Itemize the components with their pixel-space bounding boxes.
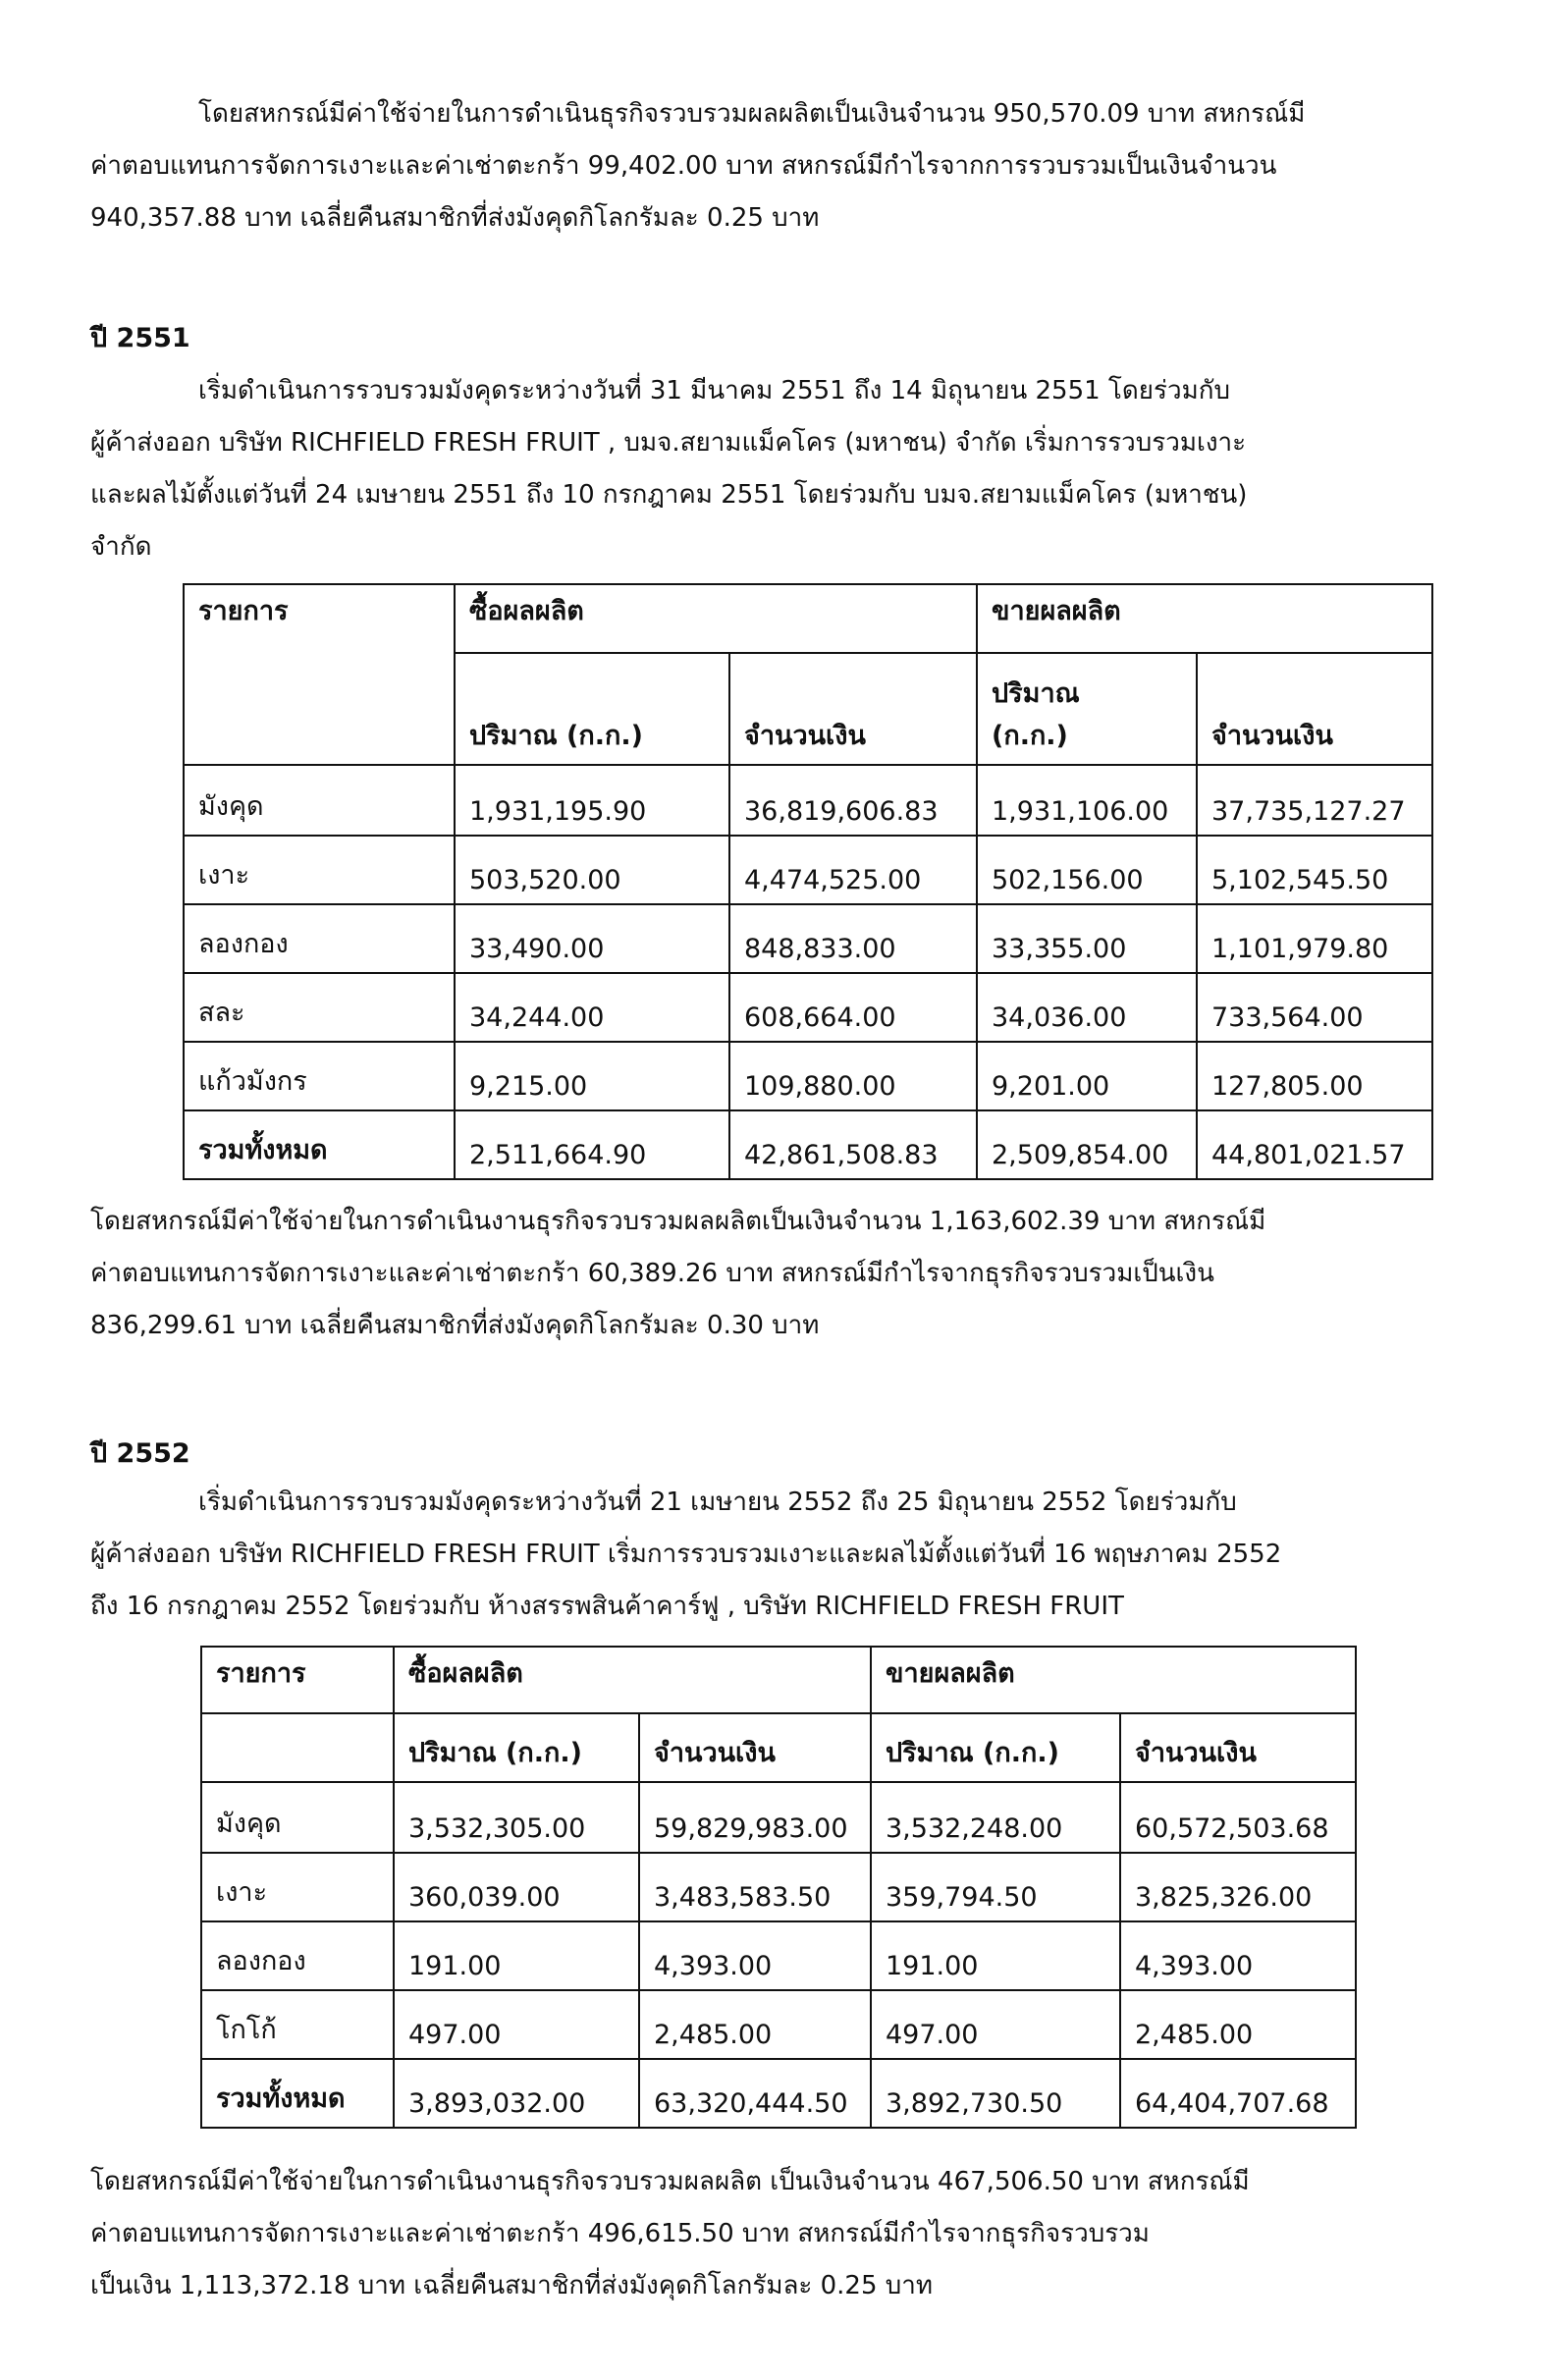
table-row <box>201 1853 1356 1921</box>
desc-2551-line-1: เริ่มดำเนินการรวบรวมมังคุดระหว่างวันที่ 31 มีนาคม 2551 ถึง 14 มิถุนายน 2551 โดยร่วมกับ <box>198 376 1230 406</box>
table-2551 <box>183 583 1433 1180</box>
intro-line-3: 940,357.88 บาท เฉลี่ยคืนสมาชิกที่ส่งมังคุดกิโลกรัมละ 0.25 บาท <box>90 203 820 233</box>
row-sell-qty: 1,931,106.00 <box>977 765 1197 836</box>
intro-line-1: โดยสหกรณ์มีค่าใช้จ่ายในการดำเนินธุรกิจรวบรวมผลผลิตเป็นเงินจำนวน 950,570.09 บาท สหกรณ์มี <box>198 99 1306 129</box>
table-2551-header-row <box>184 584 1432 653</box>
row-buy-amount: 3,483,583.50 <box>639 1853 871 1921</box>
table-2551-sub-buy-amount: จำนวนเงิน <box>729 653 977 765</box>
row-item: เงาะ <box>201 1853 394 1921</box>
row-item: ลองกอง <box>201 1921 394 1990</box>
row-sell-amount: 2,485.00 <box>1120 1990 1356 2059</box>
row-buy-qty: 503,520.00 <box>455 836 729 904</box>
table-2552-sub-empty <box>201 1713 394 1782</box>
total-sell-qty: 2,509,854.00 <box>977 1110 1197 1179</box>
intro-paragraph <box>90 88 1504 244</box>
desc-2551-line-2: ผู้ค้าส่งออก บริษัท RICHFIELD FRESH FRUIT , บมจ.สยามแม็คโคร (มหาชน) จำกัด เริ่มการรวบรวมเงาะ <box>90 428 1247 458</box>
desc-2552-line-3: ถึง 16 กรกฎาคม 2552 โดยร่วมกับ ห้างสรรพสินค้าคาร์ฟู , บริษัท RICHFIELD FRESH FRUIT <box>90 1592 1124 1621</box>
summary-2551-line-2: ค่าตอบแทนการจัดการเงาะและค่าเช่าตะกร้า 60,389.26 บาท สหกรณ์มีกำไรจากธุรกิจรวบรวมเป็นเงิน <box>90 1259 1214 1288</box>
table-2552-header-item: รายการ <box>201 1647 394 1713</box>
table-row <box>184 765 1432 836</box>
row-sell-qty: 9,201.00 <box>977 1042 1197 1110</box>
sub-sell-qty-line1: ปริมาณ <box>992 678 1080 709</box>
sub-sell-qty-line2: (ก.ก.) <box>992 721 1068 751</box>
row-sell-qty: 191.00 <box>871 1921 1120 1990</box>
total-item: รวมทั้งหมด <box>184 1110 455 1179</box>
table-row <box>201 1921 1356 1990</box>
table-total-row <box>184 1110 1432 1179</box>
total-buy-qty: 3,893,032.00 <box>394 2059 639 2128</box>
table-row <box>201 1782 1356 1853</box>
table-2551-sub-buy-qty: ปริมาณ (ก.ก.) <box>455 653 729 765</box>
table-2551-sub-sell-amount: จำนวนเงิน <box>1197 653 1432 765</box>
row-sell-amount: 733,564.00 <box>1197 973 1432 1042</box>
row-item: เงาะ <box>184 836 455 904</box>
year-2552-description <box>90 1477 1504 1633</box>
table-2552-subheader-row <box>201 1713 1356 1782</box>
table-2552-sub-sell-qty: ปริมาณ (ก.ก.) <box>871 1713 1120 1782</box>
desc-2551-line-3: และผลไม้ตั้งแต่วันที่ 24 เมษายน 2551 ถึง 10 กรกฎาคม 2551 โดยร่วมกับ บมจ.สยามแม็คโคร (มหาชน) <box>90 480 1248 510</box>
row-buy-qty: 1,931,195.90 <box>455 765 729 836</box>
desc-2551-line-4: จำกัด <box>90 532 152 562</box>
summary-2552-line-2: ค่าตอบแทนการจัดการเงาะและค่าเช่าตะกร้า 496,615.50 บาท สหกรณ์มีกำไรจากธุรกิจรวบรวม <box>90 2219 1150 2248</box>
row-item: โกโก้ <box>201 1990 394 2059</box>
summary-2552-line-1: โดยสหกรณ์มีค่าใช้จ่ายในการดำเนินงานธุรกิจรวบรวมผลผลิต เป็นเงินจำนวน 467,506.50 บาท สหกรณ์มี <box>90 2167 1250 2196</box>
row-buy-qty: 497.00 <box>394 1990 639 2059</box>
row-item: มังคุด <box>184 765 455 836</box>
table-row <box>201 1990 1356 2059</box>
row-buy-amount: 59,829,983.00 <box>639 1782 871 1853</box>
summary-2551-line-3: 836,299.61 บาท เฉลี่ยคืนสมาชิกที่ส่งมังคุดกิโลกรัมละ 0.30 บาท <box>90 1311 820 1340</box>
year-2551-summary <box>90 1196 1504 1352</box>
table-2552-header-sell: ขายผลผลิต <box>871 1647 1356 1713</box>
row-buy-amount: 36,819,606.83 <box>729 765 977 836</box>
total-buy-qty: 2,511,664.90 <box>455 1110 729 1179</box>
row-sell-qty: 34,036.00 <box>977 973 1197 1042</box>
row-buy-qty: 33,490.00 <box>455 904 729 973</box>
row-buy-amount: 109,880.00 <box>729 1042 977 1110</box>
row-sell-amount: 5,102,545.50 <box>1197 836 1432 904</box>
row-item: มังคุด <box>201 1782 394 1853</box>
table-2552 <box>200 1646 1357 2129</box>
row-sell-amount: 4,393.00 <box>1120 1921 1356 1990</box>
row-buy-qty: 360,039.00 <box>394 1853 639 1921</box>
row-item: สละ <box>184 973 455 1042</box>
table-2552-header-buy: ซื้อผลผลิต <box>394 1647 871 1713</box>
table-total-row <box>201 2059 1356 2128</box>
total-sell-qty: 3,892,730.50 <box>871 2059 1120 2128</box>
row-sell-amount: 60,572,503.68 <box>1120 1782 1356 1853</box>
table-2551-header-item: รายการ <box>184 584 455 765</box>
total-sell-amount: 64,404,707.68 <box>1120 2059 1356 2128</box>
total-buy-amount: 42,861,508.83 <box>729 1110 977 1179</box>
row-item: แก้วมังกร <box>184 1042 455 1110</box>
table-2552-sub-buy-amount: จำนวนเงิน <box>639 1713 871 1782</box>
desc-2552-line-2: ผู้ค้าส่งออก บริษัท RICHFIELD FRESH FRUIT เริ่มการรวบรวมเงาะและผลไม้ตั้งแต่วันที่ 16 พฤษภาคม 2552 <box>90 1540 1282 1569</box>
row-buy-amount: 2,485.00 <box>639 1990 871 2059</box>
table-row <box>184 904 1432 973</box>
row-item: ลองกอง <box>184 904 455 973</box>
row-buy-amount: 848,833.00 <box>729 904 977 973</box>
year-2551-heading: ปี 2551 <box>90 323 190 353</box>
table-2552-sub-sell-amount: จำนวนเงิน <box>1120 1713 1356 1782</box>
row-sell-amount: 3,825,326.00 <box>1120 1853 1356 1921</box>
year-2552-summary <box>90 2156 1504 2312</box>
row-sell-qty: 3,532,248.00 <box>871 1782 1120 1853</box>
row-buy-qty: 34,244.00 <box>455 973 729 1042</box>
total-sell-amount: 44,801,021.57 <box>1197 1110 1432 1179</box>
year-2551-description <box>90 365 1504 573</box>
year-2552-heading: ปี 2552 <box>90 1438 190 1469</box>
row-sell-amount: 1,101,979.80 <box>1197 904 1432 973</box>
row-sell-amount: 37,735,127.27 <box>1197 765 1432 836</box>
table-row <box>184 836 1432 904</box>
table-2552-header-row <box>201 1647 1356 1713</box>
table-2551-header-buy: ซื้อผลผลิต <box>455 584 977 653</box>
row-sell-qty: 502,156.00 <box>977 836 1197 904</box>
summary-2552-line-3: เป็นเงิน 1,113,372.18 บาท เฉลี่ยคืนสมาชิกที่ส่งมังคุดกิโลกรัมละ 0.25 บาท <box>90 2271 934 2300</box>
row-buy-amount: 608,664.00 <box>729 973 977 1042</box>
row-buy-amount: 4,474,525.00 <box>729 836 977 904</box>
summary-2551-line-1: โดยสหกรณ์มีค่าใช้จ่ายในการดำเนินงานธุรกิจรวบรวมผลผลิตเป็นเงินจำนวน 1,163,602.39 บาท สหกรณ์มี <box>90 1207 1266 1236</box>
row-sell-amount: 127,805.00 <box>1197 1042 1432 1110</box>
row-buy-amount: 4,393.00 <box>639 1921 871 1990</box>
row-sell-qty: 497.00 <box>871 1990 1120 2059</box>
row-buy-qty: 191.00 <box>394 1921 639 1990</box>
row-buy-qty: 3,532,305.00 <box>394 1782 639 1853</box>
table-2551-sub-sell-qty <box>977 653 1197 765</box>
desc-2552-line-1: เริ่มดำเนินการรวบรวมมังคุดระหว่างวันที่ 21 เมษายน 2552 ถึง 25 มิถุนายน 2552 โดยร่วมกับ <box>198 1488 1237 1517</box>
row-sell-qty: 33,355.00 <box>977 904 1197 973</box>
intro-line-2: ค่าตอบแทนการจัดการเงาะและค่าเช่าตะกร้า 99,402.00 บาท สหกรณ์มีกำไรจากการรวบรวมเป็นเงินจำนวน <box>90 151 1277 181</box>
table-2551-header-sell: ขายผลผลิต <box>977 584 1432 653</box>
total-buy-amount: 63,320,444.50 <box>639 2059 871 2128</box>
table-2552-sub-buy-qty: ปริมาณ (ก.ก.) <box>394 1713 639 1782</box>
row-buy-qty: 9,215.00 <box>455 1042 729 1110</box>
table-row <box>184 973 1432 1042</box>
row-sell-qty: 359,794.50 <box>871 1853 1120 1921</box>
total-item: รวมทั้งหมด <box>201 2059 394 2128</box>
table-row <box>184 1042 1432 1110</box>
